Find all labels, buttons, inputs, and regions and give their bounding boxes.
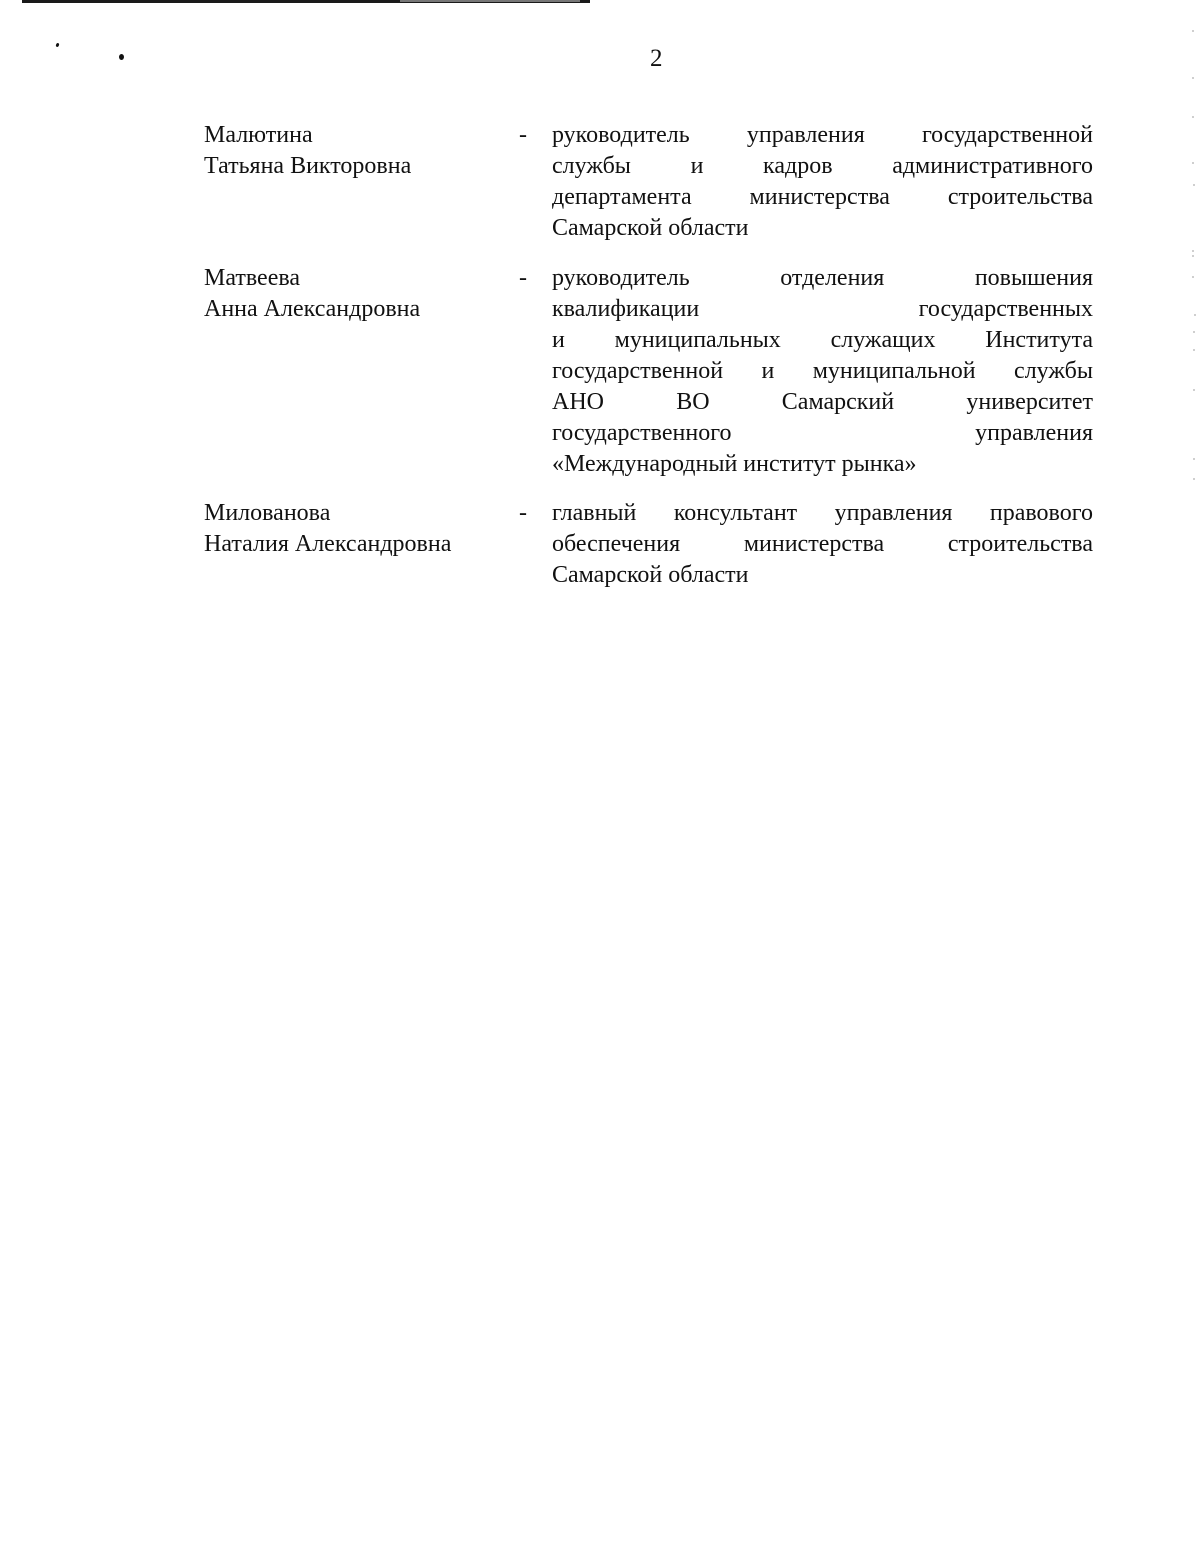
person-position <box>552 263 1093 480</box>
person-name <box>204 263 504 325</box>
position-line <box>552 418 1093 449</box>
scan-artifact-dot <box>119 54 124 60</box>
word: и <box>690 153 704 179</box>
word: университет <box>966 389 1093 415</box>
word: государственных <box>918 296 1093 322</box>
word: строительства <box>947 531 1093 557</box>
scan-speck <box>1193 184 1195 186</box>
scan-speck <box>1192 116 1194 118</box>
word: консультант <box>673 500 798 526</box>
word: муниципальной <box>812 358 976 384</box>
position-line <box>552 120 1093 151</box>
word: ВО <box>676 389 710 415</box>
position-line: Самарской области <box>552 562 749 588</box>
position-line <box>552 356 1093 387</box>
word: муниципальных <box>614 327 781 353</box>
position-line <box>552 151 1093 182</box>
person-given-names: Татьяна Викторовна <box>204 153 412 179</box>
position-line <box>552 498 1093 529</box>
entry-dash: - <box>519 122 527 148</box>
word: управления <box>975 420 1093 446</box>
word: управления <box>834 500 953 526</box>
scan-speck <box>1193 349 1195 351</box>
word: государственного <box>552 420 732 446</box>
position-line <box>552 263 1093 294</box>
scan-speck <box>1193 331 1195 333</box>
word: Самарский <box>781 389 895 415</box>
person-position <box>552 498 1093 591</box>
word: и <box>552 327 565 353</box>
person-surname: Милованова <box>204 500 331 526</box>
position-line <box>552 529 1093 560</box>
scan-speck <box>1194 314 1196 316</box>
scan-speck <box>1192 30 1194 32</box>
word: государственной <box>552 358 724 384</box>
entry-dash: - <box>519 265 527 291</box>
scan-top-rule-faint <box>400 0 580 2</box>
word: повышения <box>974 265 1093 291</box>
word: отделения <box>780 265 885 291</box>
word: административного <box>892 153 1093 179</box>
scan-artifact-mark <box>55 43 59 48</box>
word: строительства <box>947 184 1093 210</box>
word: министерства <box>743 531 885 557</box>
word: квалификации <box>552 296 700 322</box>
word: кадров <box>763 153 833 179</box>
position-line <box>552 182 1093 213</box>
person-given-names: Наталия Александровна <box>204 531 452 557</box>
entry-dash: - <box>519 500 527 526</box>
word: управления <box>746 122 865 148</box>
position-line <box>552 294 1093 325</box>
person-surname: Малютина <box>204 122 313 148</box>
word: службы <box>552 153 631 179</box>
word: департамента <box>552 184 692 210</box>
scan-speck <box>1193 389 1195 391</box>
scan-speck <box>1192 276 1194 278</box>
word: службы <box>1014 358 1093 384</box>
word: руководитель <box>552 265 690 291</box>
scan-speck <box>1192 162 1194 164</box>
person-surname: Матвеева <box>204 265 301 291</box>
person-name <box>204 498 504 560</box>
position-line: Самарской области <box>552 215 749 241</box>
scan-speck <box>1192 255 1194 257</box>
word: обеспечения <box>552 531 681 557</box>
word: правового <box>989 500 1093 526</box>
scan-speck <box>1192 77 1194 79</box>
word: и <box>761 358 775 384</box>
word: государственной <box>921 122 1093 148</box>
word: руководитель <box>552 122 690 148</box>
position-line <box>552 387 1093 418</box>
scan-speck <box>1193 458 1195 460</box>
scan-speck <box>1193 478 1195 480</box>
person-position <box>552 120 1093 244</box>
word: служащих <box>830 327 936 353</box>
position-line: «Международный институт рынка» <box>552 451 917 477</box>
word: главный <box>552 500 637 526</box>
word: министерства <box>749 184 890 210</box>
word: Института <box>985 327 1093 353</box>
scan-speck <box>1192 250 1194 252</box>
position-line <box>552 325 1093 356</box>
person-given-names: Анна Александровна <box>204 296 421 322</box>
word: АНО <box>552 389 604 415</box>
person-name <box>204 120 504 182</box>
page-number: 2 <box>650 45 663 72</box>
